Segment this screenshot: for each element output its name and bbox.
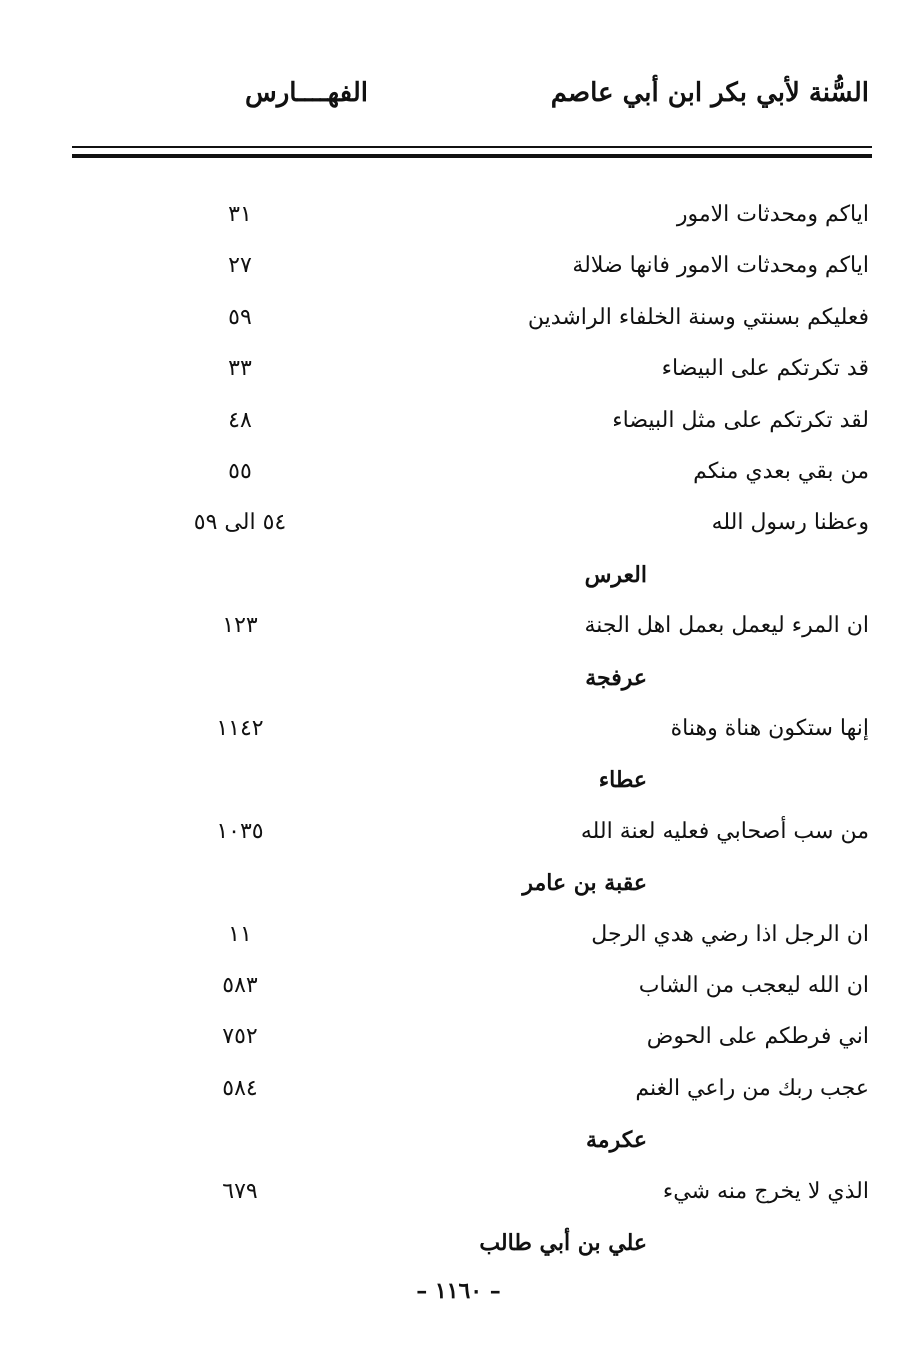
book-title: السُّنة لأبي بكر ابن أبي عاصم bbox=[550, 78, 869, 108]
hadith-incipit: عجب ربك من راعي الغنم bbox=[635, 1076, 869, 1101]
narrator-heading: عقبة بن عامر bbox=[522, 870, 647, 896]
hadith-incipit: إنها ستكون هناة وهناة bbox=[670, 716, 869, 741]
index-entry-row bbox=[0, 819, 917, 859]
index-entry-row bbox=[0, 305, 917, 345]
index-entry-row bbox=[0, 716, 917, 756]
hadith-incipit: ان المرء ليعمل بعمل اهل الجنة bbox=[584, 613, 869, 638]
hadith-incipit: اياكم ومحدثات الامور فانها ضلالة bbox=[572, 253, 869, 278]
index-entry-row bbox=[0, 973, 917, 1013]
index-heading-row bbox=[0, 665, 917, 705]
hadith-incipit: من سب أصحابي فعليه لعنة الله bbox=[580, 819, 869, 844]
hadith-incipit: اني فرطكم على الحوض bbox=[646, 1024, 869, 1049]
hadith-incipit: من بقي بعدي منكم bbox=[693, 459, 869, 484]
hadith-incipit: وعظنا رسول الله bbox=[711, 510, 869, 535]
page-number: – ١١٦٠ – bbox=[416, 1278, 501, 1304]
index-heading-row bbox=[0, 562, 917, 602]
narrator-heading: العرس bbox=[584, 562, 647, 588]
index-heading-row bbox=[0, 1230, 917, 1270]
hadith-incipit: لقد تكرتكم على مثل البيضاء bbox=[612, 408, 869, 433]
hadith-number: ٤٨ bbox=[228, 408, 252, 433]
index-entry-row bbox=[0, 408, 917, 448]
header-rule-thin bbox=[72, 146, 872, 148]
index-entry-row bbox=[0, 202, 917, 242]
index-heading-row bbox=[0, 1127, 917, 1167]
hadith-incipit: قد تكرتكم على البيضاء bbox=[661, 356, 869, 381]
hadith-number: ١٠٣٥ bbox=[216, 819, 264, 844]
hadith-number: ٣١ bbox=[228, 202, 252, 227]
hadith-number: ٥٤ الى ٥٩ bbox=[193, 510, 287, 535]
hadith-incipit: فعليكم بسنتي وسنة الخلفاء الراشدين bbox=[527, 305, 869, 330]
index-entry-row bbox=[0, 253, 917, 293]
index-entry-row bbox=[0, 613, 917, 653]
index-entry-row bbox=[0, 922, 917, 962]
narrator-heading: عكرمة bbox=[586, 1127, 647, 1153]
hadith-number: ٣٣ bbox=[228, 356, 252, 381]
hadith-number: ١١٤٢ bbox=[216, 716, 264, 741]
hadith-number: ٧٥٢ bbox=[222, 1024, 258, 1049]
index-entry-row bbox=[0, 1179, 917, 1219]
index-heading-row bbox=[0, 870, 917, 910]
section-title: الفهــــارس bbox=[245, 78, 368, 108]
index-entry-row bbox=[0, 356, 917, 396]
index-entry-row bbox=[0, 459, 917, 499]
index-entry-row bbox=[0, 510, 917, 550]
hadith-number: ٥٥ bbox=[228, 459, 252, 484]
hadith-number: ٥٨٤ bbox=[222, 1076, 258, 1101]
hadith-incipit: الذي لا يخرج منه شيء bbox=[662, 1179, 869, 1204]
hadith-number: ١٢٣ bbox=[222, 613, 258, 638]
index-entry-row bbox=[0, 1076, 917, 1116]
hadith-number: ١١ bbox=[228, 922, 252, 947]
hadith-incipit: اياكم ومحدثات الامور bbox=[676, 202, 869, 227]
index-heading-row bbox=[0, 767, 917, 807]
index-entry-row bbox=[0, 1024, 917, 1064]
hadith-number: ٢٧ bbox=[228, 253, 252, 278]
narrator-heading: علي بن أبي طالب bbox=[479, 1230, 647, 1256]
hadith-number: ٥٩ bbox=[228, 305, 252, 330]
hadith-number: ٥٨٣ bbox=[222, 973, 258, 998]
hadith-incipit: ان الله ليعجب من الشاب bbox=[638, 973, 869, 998]
narrator-heading: عطاء bbox=[598, 767, 647, 793]
hadith-number: ٦٧٩ bbox=[222, 1179, 258, 1204]
header-rule-thick bbox=[72, 154, 872, 158]
hadith-incipit: ان الرجل اذا رضي هدي الرجل bbox=[591, 922, 869, 947]
narrator-heading: عرفجة bbox=[585, 665, 647, 691]
